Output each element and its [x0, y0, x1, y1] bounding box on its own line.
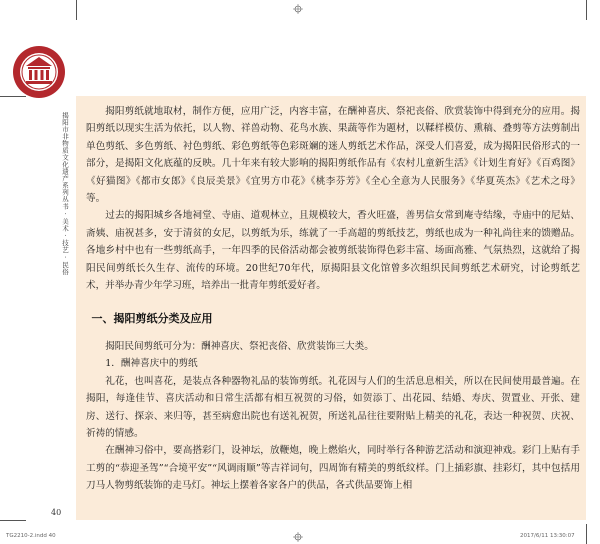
crop-mark: [0, 520, 26, 521]
crop-mark: [586, 524, 587, 544]
museum-seal-logo: [11, 44, 67, 100]
crop-mark: [586, 0, 587, 20]
footer-file-info: TG2210-2.indd 40: [6, 533, 56, 539]
section-intro: 揭阳民间剪纸可分为：酬神喜庆、祭祀丧俗、欣赏装饰三大类。: [105, 340, 374, 352]
sub-heading: 1．酬神喜庆中的剪纸: [105, 358, 198, 370]
paragraph: 过去的揭阳城乡各地祠堂、寺庙、道观林立，且规模较大，香火旺盛，善男信女常到庵寺结缘，寺庙中的尼姑、斋姨、庙祝甚多，安于清贫的女尼，以剪纸为乐，练就了一手高超的剪纸技艺，剪纸也成为一种礼尚往来的馈赠品。各地乡村中也有一些剪纸高手，一年四季的民俗活动都会被剪纸装饰得色彩丰富、场面高雅、气氛热烈，这就给了揭阳民间剪纸长久生存、流传的环境。20世纪70年代，原揭阳县文化馆曾多次组织民间剪纸艺术研究，讨论剪纸艺术，并举办青少年学习班，培养出一批青年剪纸爱好者。: [86, 210, 580, 292]
paragraph: 礼花，也叫喜花，是装点各种器物礼品的装饰剪纸。礼花因与人们的生活息息相关，所以在民间使用最普遍。在揭阳，每逢佳节、喜庆活动和日常生活都有相互祝贺的习俗，如贺添丁、出花园、结婚、寿庆、贺置业、开张、建房、送行、探亲、来归等，甚至病愈出院也有送礼祝贺，所送礼品往往要附贴上精美的礼花，表达一种祝贺、庆祝、祈祷的情感。: [86, 375, 580, 439]
crop-mark: [76, 0, 77, 20]
registration-mark-icon: [293, 4, 303, 14]
paragraph: 在酬神习俗中，要高搭彩门，设神坛，放鞭炮，晚上燃焰火，同时举行各种游艺活动和演迎神戏。彩门上贴有手工剪的“恭迎圣驾”“合境平安”“风调雨顺”等吉祥词句，四周饰有精美的剪纸纹样。门上插彩旗、挂彩灯，其中包括用刀马人物剪纸装饰的走马灯。神坛上摆着各家各户的供品，各式供品要饰上相: [86, 445, 580, 492]
series-title: 揭阳市非物质文化遗产系列丛书 · 美术 · 技艺 · 民俗: [61, 112, 69, 276]
section-heading: 一、揭阳剪纸分类及应用: [91, 312, 213, 326]
registration-mark-icon: [293, 532, 303, 542]
paragraph: 揭阳剪纸就地取材，制作方便，应用广泛，内容丰富，在酬神喜庆、祭祀丧俗、欣赏装饰中得到充分的应用。揭阳剪纸以现实生活为依托，以人物、祥兽动物、花鸟水族、果蔬等作为题材，以鞣样模仿、熏稿、叠剪等方法剪制出单色剪纸、多色剪纸、衬色剪纸、彩色剪纸等色彩斑斓的迷人剪纸艺术作品，深受人们喜爱，成为揭阳民俗形式的一部分，是揭阳文化底蕴的反映。几十年来有较大影响的揭阳剪纸作品有《农村儿童新生活》《计划生育好》《百鸡图》《好猫图》《都市女郎》《良辰美景》《宜男方巾花》《桃李芬芳》《全心全意为人民服务》《华夏英杰》《艺术之母》等。: [86, 106, 580, 205]
page-number: 40: [51, 508, 62, 517]
footer-timestamp: 2017/6/11 13:30:07: [520, 533, 575, 539]
body-text: [86, 103, 580, 495]
